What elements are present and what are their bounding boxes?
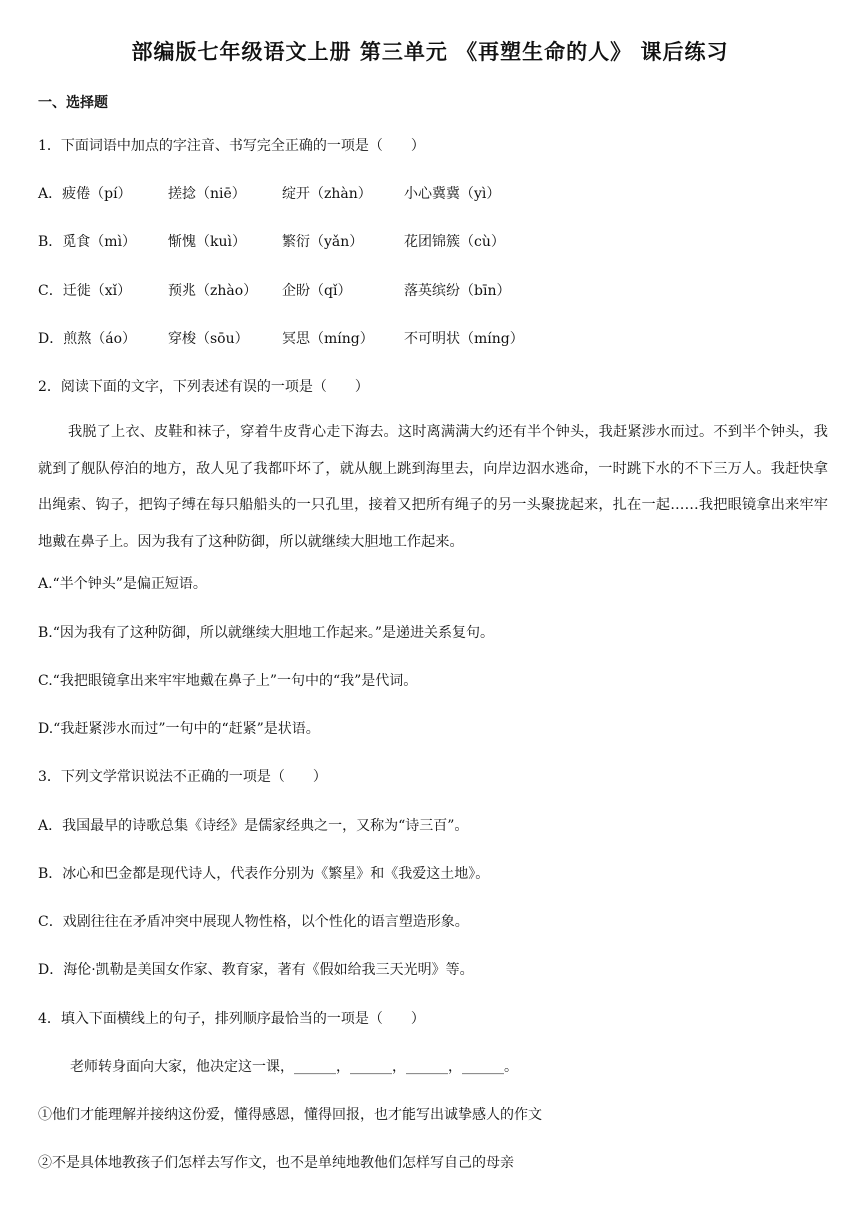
q1-option-d-word-2: 穿梭（sōu） [168, 331, 249, 347]
section-heading: 一、选择题 [38, 95, 108, 111]
question-2-stem: 2．阅读下面的文字，下列表述有误的一项是（ ） [38, 379, 369, 395]
question-3-stem: 3．下列文学常识说法不正确的一项是（ ） [38, 769, 327, 785]
q1-option-d-word-4: 不可明状（míng） [404, 331, 524, 347]
q3-option-b[interactable]: B．冰心和巴金都是现代诗人，代表作分别为《繁星》和《我爱这土地》。 [38, 866, 490, 882]
q1-option-b-word-2: 惭愧（kuì） [168, 234, 246, 250]
q2-option-c[interactable]: C.“我把眼镜拿出来牢牢地戴在鼻子上”一句中的“我”是代词。 [38, 673, 418, 689]
q1-option-a-word-3: 绽开（zhàn） [282, 186, 372, 202]
q1-option-c-word-3: 企盼（qǐ） [282, 283, 352, 299]
fill-in-sentence: 老师转身面向大家，他决定这一课，______，______，______，______。 [70, 1059, 518, 1075]
q1-option-b-word-4: 花团锦簇（cù） [404, 234, 505, 250]
q3-option-c[interactable]: C．戏剧往往在矛盾冲突中展现人物性格，以个性化的语言塑造形象。 [38, 914, 469, 930]
q2-option-b[interactable]: B.“因为我有了这种防御，所以就继续大胆地工作起来。”是递进关系复句。 [38, 625, 495, 641]
reading-passage: 我脱了上衣、皮鞋和袜子，穿着牛皮背心走下海去。这时离满满大约还有半个钟头，我赶紧涉水而过。不到半个钟头，我就到了舰队停泊的地方，敌人见了我都吓坏了，就从舰上跳到海里去，向岸边泅水逃命，一时跳下水的不下三万人。我赶快拿出绳索、钩子，把钩子缚在每只船船头的一只孔里，接着又把所有绳子的另一头聚拢起来，扎在一起……我把眼镜拿出来牢牢地戴在鼻子上。因为我有了这种防御，所以就继续大胆地工作起来。 [38, 424, 828, 550]
q3-option-a[interactable]: A．我国最早的诗歌总集《诗经》是儒家经典之一，又称为“诗三百”。 [38, 818, 469, 834]
q1-option-a-word-2: 搓捻（niē） [168, 186, 246, 202]
question-1-stem: 1．下面词语中加点的字注音、书写完全正确的一项是（ ） [38, 138, 425, 154]
q3-option-d[interactable]: D．海伦·凯勒是美国女作家、教育家，著有《假如给我三天光明》等。 [38, 962, 474, 978]
q2-option-d[interactable]: D.“我赶紧涉水而过”一句中的“赶紧”是状语。 [38, 721, 320, 737]
q1-option-b-word-3: 繁衍（yǎn） [282, 234, 364, 250]
question-4-stem: 4．填入下面横线上的句子，排列顺序最恰当的一项是（ ） [38, 1011, 425, 1027]
q1-option-d-word-1: D．煎熬（áo） [38, 331, 136, 347]
q1-option-a-word-1: A．疲倦（pí） [38, 186, 132, 202]
q1-option-c-word-4: 落英缤纷（bīn） [404, 283, 511, 299]
q1-option-a-word-4: 小心冀冀（yì） [404, 186, 501, 202]
q4-item-1: ①他们才能理解并接纳这份爱，懂得感恩，懂得回报，也才能写出诚挚感人的作文 [38, 1107, 542, 1123]
q1-option-b-word-1: B．觅食（mì） [38, 234, 137, 250]
q2-option-a[interactable]: A.“半个钟头”是偏正短语。 [38, 576, 207, 592]
q1-option-c-word-2: 预兆（zhào） [168, 283, 258, 299]
page-title: 部编版七年级语文上册 第三单元 《再塑生命的人》 课后练习 [131, 40, 729, 64]
q1-option-d-word-3: 冥思（míng） [282, 331, 374, 347]
q4-item-2: ②不是具体地教孩子们怎样去写作文，也不是单纯地教他们怎样写自己的母亲 [38, 1155, 514, 1171]
q1-option-c-word-1: C．迁徙（xǐ） [38, 283, 132, 299]
